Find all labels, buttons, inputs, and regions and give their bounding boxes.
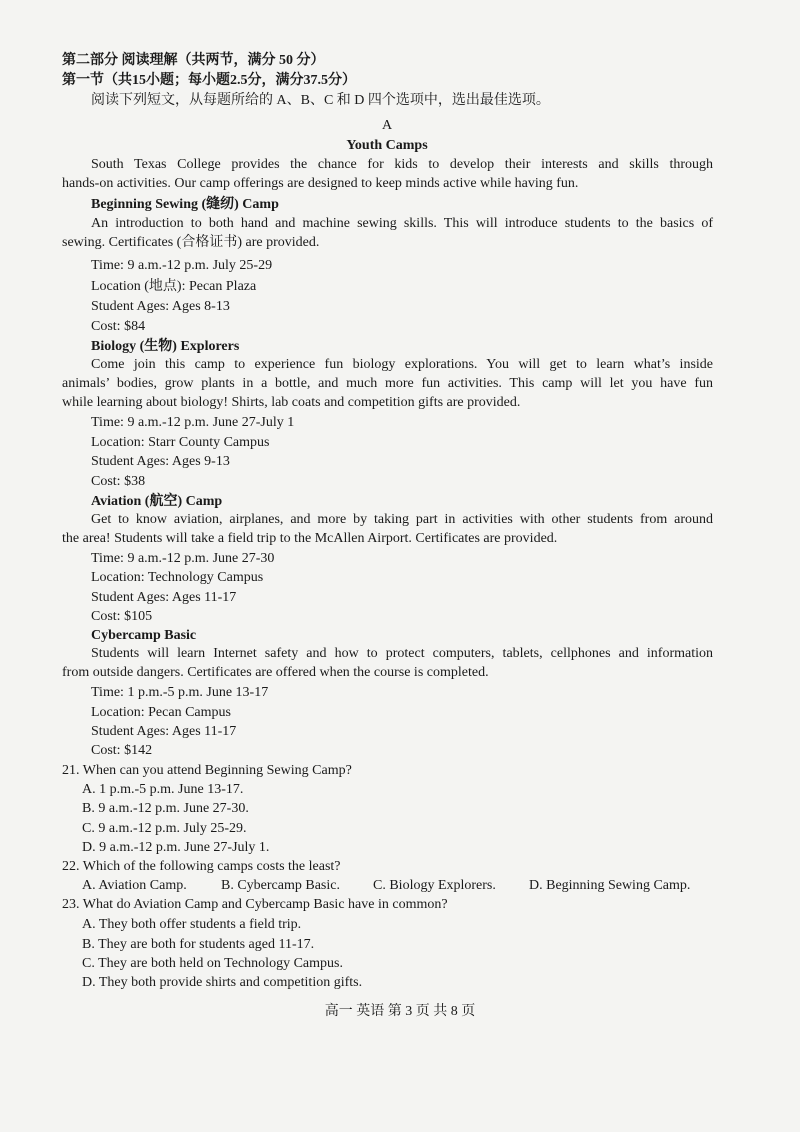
section-heading: 第一节（共15小题；每小题2.5分，满分37.5分） <box>62 73 356 88</box>
camp-desc-line: sewing. Certificates (合格证书) are provided. <box>62 235 320 250</box>
camp-location: Location (地点): Pecan Plaza <box>91 279 257 294</box>
question-option[interactable]: D. Beginning Sewing Camp. <box>529 878 691 893</box>
camp-cost: Cost: $105 <box>91 609 153 624</box>
camp-desc-line: Come join this camp to experience fun biology explorations. You will get to learn what’s inside <box>91 357 713 372</box>
camp-name-cybercamp: Cybercamp Basic <box>91 628 197 643</box>
question-option[interactable]: A. They both offer students a field trip. <box>82 917 302 932</box>
question-stem: 22. Which of the following camps costs the least? <box>62 859 341 874</box>
question-stem: 21. When can you attend Beginning Sewing Camp? <box>62 763 352 778</box>
question-option[interactable]: D. 9 a.m.-12 p.m. June 27-July 1. <box>82 840 270 855</box>
camp-desc-line: Get to know aviation, airplanes, and more by taking part in activities with other students from around <box>91 512 713 527</box>
question-option[interactable]: A. Aviation Camp. <box>82 878 187 893</box>
page-footer: 高一 英语 第 3 页 共 8 页 <box>324 1004 476 1019</box>
instruction-text: 阅读下列短文，从每题所给的 A、B、C 和 D 四个选项中，选出最佳选项。 <box>91 93 550 108</box>
part-heading: 第二部分 阅读理解（共两节，满分 50 分） <box>62 53 325 68</box>
camp-cost: Cost: $142 <box>91 743 153 758</box>
camp-cost: Cost: $38 <box>91 474 146 489</box>
camp-desc-line: Students will learn Internet safety and how to protect computers, tablets, cellphones and information <box>91 646 713 661</box>
intro-line-2: hands-on activities. Our camp offerings are designed to keep minds active while having fun. <box>62 176 579 191</box>
camp-location: Location: Starr County Campus <box>91 435 270 450</box>
question-option[interactable]: A. 1 p.m.-5 p.m. June 13-17. <box>82 782 244 797</box>
camp-cost: Cost: $84 <box>91 319 146 334</box>
question-option[interactable]: C. 9 a.m.-12 p.m. July 25-29. <box>82 821 247 836</box>
question-option[interactable]: B. Cybercamp Basic. <box>221 878 340 893</box>
question-option[interactable]: B. 9 a.m.-12 p.m. June 27-30. <box>82 801 249 816</box>
camp-name-sewing: Beginning Sewing (缝纫) Camp <box>91 197 279 212</box>
question-option[interactable]: B. They are both for students aged 11-17. <box>82 937 315 952</box>
intro-line-1: South Texas College provides the chance for kids to develop their interests and skills through <box>91 157 713 172</box>
camp-location: Location: Technology Campus <box>91 570 264 585</box>
question-stem: 23. What do Aviation Camp and Cybercamp Basic have in common? <box>62 897 448 912</box>
passage-title: Youth Camps <box>346 138 428 153</box>
camp-ages: Student Ages: Ages 11-17 <box>91 590 237 605</box>
camp-desc-line: animals’ bodies, grow plants in a bottle, and much more fun activities. This camp will let you have fun <box>62 376 713 391</box>
camp-desc-line: while learning about biology! Shirts, lab coats and competition gifts are provided. <box>62 395 521 410</box>
passage-label: A <box>381 118 393 133</box>
camp-name-aviation: Aviation (航空) Camp <box>91 494 223 509</box>
question-option[interactable]: C. They are both held on Technology Campus. <box>82 956 343 971</box>
camp-desc-line: from outside dangers. Certificates are offered when the course is completed. <box>62 665 489 680</box>
camp-time: Time: 1 p.m.-5 p.m. June 13-17 <box>91 685 269 700</box>
camp-location: Location: Pecan Campus <box>91 705 231 720</box>
camp-ages: Student Ages: Ages 11-17 <box>91 724 237 739</box>
camp-ages: Student Ages: Ages 9-13 <box>91 454 230 469</box>
camp-ages: Student Ages: Ages 8-13 <box>91 299 230 314</box>
camp-desc-line: the area! Students will take a field trip to the McAllen Airport. Certificates are provided. <box>62 531 558 546</box>
question-option[interactable]: D. They both provide shirts and competition gifts. <box>82 975 363 990</box>
camp-time: Time: 9 a.m.-12 p.m. July 25-29 <box>91 258 273 273</box>
camp-time: Time: 9 a.m.-12 p.m. June 27-30 <box>91 551 275 566</box>
camp-desc-line: An introduction to both hand and machine sewing skills. This will introduce students to the basics of <box>91 216 713 231</box>
camp-name-biology: Biology (生物) Explorers <box>91 339 240 354</box>
question-option[interactable]: C. Biology Explorers. <box>373 878 496 893</box>
camp-time: Time: 9 a.m.-12 p.m. June 27-July 1 <box>91 415 295 430</box>
